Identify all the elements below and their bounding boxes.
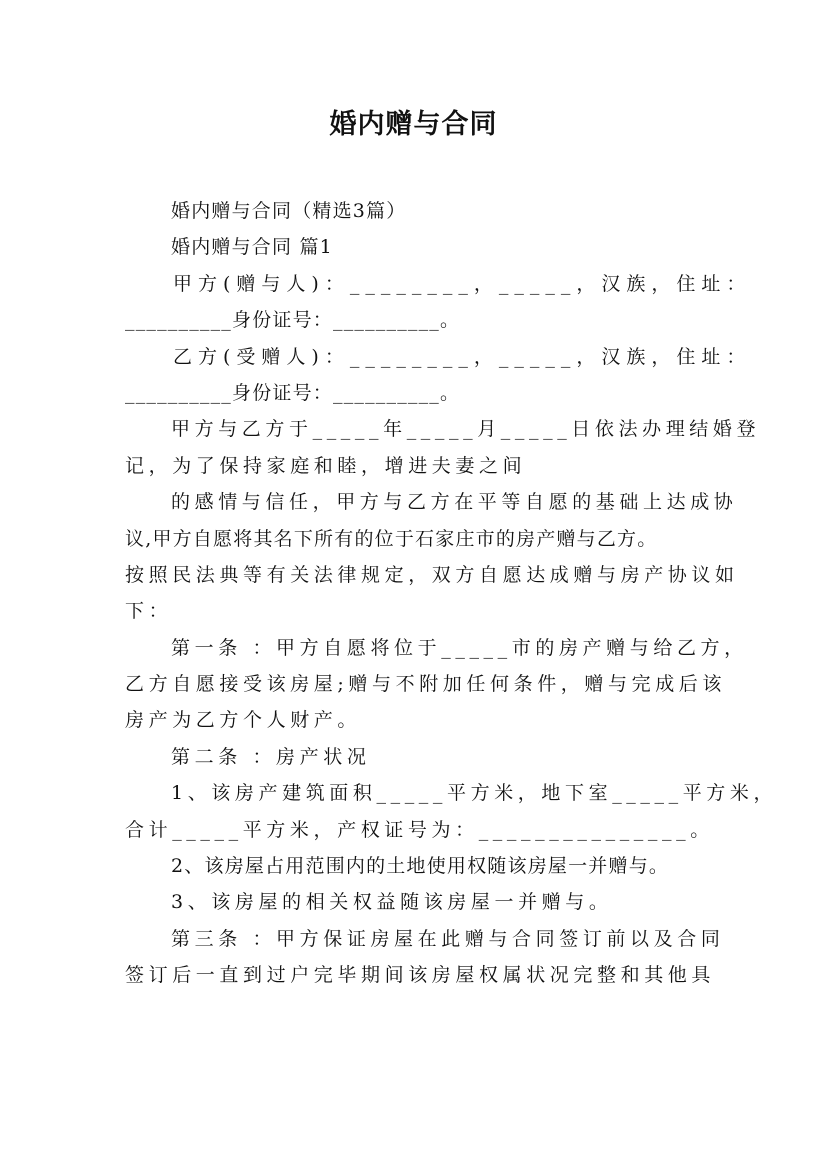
article-2-item: 2、该房屋占用范围内的土地使用权随该房屋一并赠与。 [171,855,670,878]
section-heading: 婚内赠与合同 篇1 [171,236,333,259]
document-body [125,193,778,994]
article-2-item: 3、该房屋的相关权益随该房屋一并赠与。 [171,891,613,914]
article-2-item: 1、该房产建筑面积_____平方米，地下室_____平方米， [171,782,778,805]
article-1-line: 乙方自愿接受该房屋;赠与不附加任何条件，赠与完成后该 [125,673,727,696]
subtitle-line: 婚内赠与合同（精选3篇） [171,200,407,222]
document-title: 婚内赠与合同 [329,109,498,140]
article-2-heading: 第二条 ：房产状况 [171,745,371,768]
paragraph-line: 甲方与乙方于_____年_____月_____日依法办理结婚登 [171,418,761,441]
article-3-line: 签订后一直到过户完毕期间该房屋权属状况完整和其他具 [125,964,716,987]
article-1-line: 第一条 ：甲方自愿将位于_____市的房产赠与给乙方， [171,636,748,659]
party-b-id-line: __________身份证号：__________。 [125,381,461,404]
paragraph-line: 的感情与信任，甲方与乙方在平等自愿的基础上达成协 [171,491,738,514]
party-a-id-line: __________身份证号：__________。 [125,309,461,332]
paragraph-line: 下： [125,600,173,623]
paragraph-line: 按照民法典等有关法律规定，双方自愿达成赠与房产协议如 [125,563,739,586]
article-3-line: 第三条 ：甲方保证房屋在此赠与合同签订前以及合同 [171,927,725,950]
party-b-line: 乙方(受赠人)：________，_____，汉族，住址： [173,345,752,368]
paragraph-line: 议,甲方自愿将其名下所有的位于石家庄市的房产赠与乙方。 [125,527,658,550]
party-a-line: 甲方(赠与人)：________，_____，汉族，住址： [173,272,752,295]
paragraph-line: 记，为了保持家庭和睦，增进夫妻之间 [125,454,527,477]
article-2-item: 合计_____平方米，产权证号为：_______________。 [125,818,714,841]
article-1-line: 房产为乙方个人财产。 [125,709,362,732]
